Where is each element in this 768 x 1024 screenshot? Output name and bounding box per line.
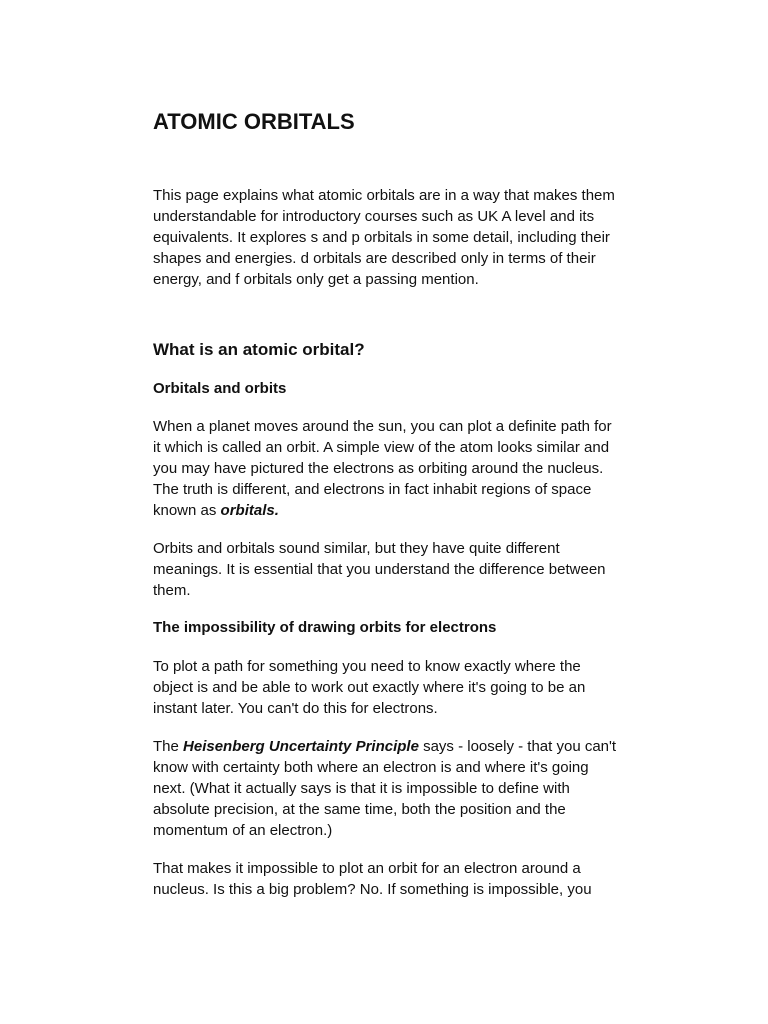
heisenberg-text: says - loosely - that you can't know with certainty both where an electron is and where it's going next. (What it actually says is that it is impossible to define with absolute precision, at the same time, both the position and the momentum of an electron.) [153,738,617,839]
orbits-paragraph [153,416,623,521]
section-heading: What is an atomic orbital? [153,340,365,359]
subheading-orbitals-and-orbits: Orbitals and orbits [153,380,287,397]
orbits-paragraph-text: When a planet moves around the sun, you can plot a definite path for it which is called an orbit. A simple view of the atom looks similar and you may have pictured the electrons as orbiting around the nucleus. The truth is different, and electrons in fact inhabit regions of space known as [153,418,612,519]
heisenberg-emphasis: Heisenberg Uncertainty Principle [183,738,419,755]
orbits-vs-orbitals-paragraph: Orbits and orbitals sound similar, but they have quite different meanings. It is essential that you understand the difference between them. [153,540,606,599]
subheading-impossibility: The impossibility of drawing orbits for electrons [153,619,497,636]
orbitals-emphasis: orbitals. [220,502,279,519]
heisenberg-paragraph [153,736,623,841]
intro-paragraph: This page explains what atomic orbitals are in a way that makes them understandable for introductory courses such as UK A level and its equivalents. It explores s and p orbitals in some detail, including their shapes and energies. d orbitals are described only in terms of their energy, and f orbitals only get a passing mention. [153,187,615,288]
heisenberg-prefix: The [153,738,184,755]
plot-path-paragraph: To plot a path for something you need to know exactly where the object is and be able to work out exactly where it's going to be an instant later. You can't do this for electrons. [153,658,586,717]
impossible-orbit-paragraph: That makes it impossible to plot an orbit for an electron around a nucleus. Is this a big problem? No. If something is impossible, you [153,860,592,898]
page-title: ATOMIC ORBITALS [153,109,355,134]
